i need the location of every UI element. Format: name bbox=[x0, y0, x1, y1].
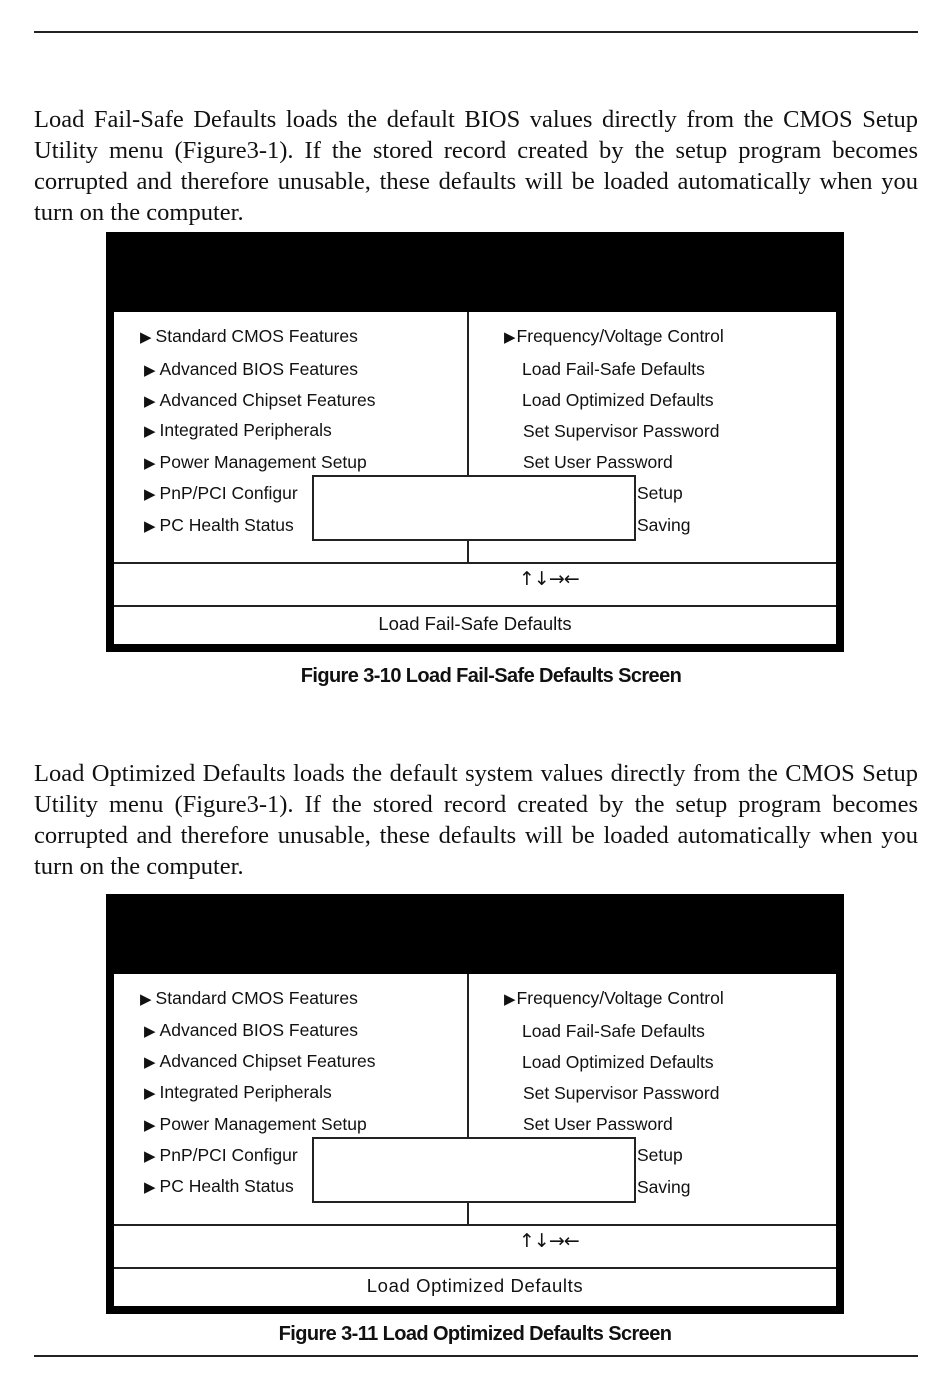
status-line: Load Optimized Defaults bbox=[366, 1275, 584, 1296]
navigation-keys-hint: ↑↓→← bbox=[519, 568, 579, 590]
menu-item-load-fail-safe[interactable]: Load Fail-Safe Defaults bbox=[522, 359, 705, 379]
menu-item-standard-cmos[interactable]: ▶ Standard CMOS Features bbox=[140, 988, 358, 1008]
help-bar-top-line bbox=[114, 1224, 836, 1226]
menu-item-user-password[interactable]: Set User Password bbox=[523, 452, 673, 472]
menu-item-load-optimized[interactable]: Load Optimized Defaults bbox=[522, 390, 714, 410]
menu-item-power-management[interactable]: ▶ Power Management Setup bbox=[144, 452, 367, 472]
menu-item-pnp-pci[interactable]: ▶ PnP/PCI Configur bbox=[144, 483, 298, 503]
submenu-arrow-icon: ▶ bbox=[144, 1117, 156, 1134]
menu-item-standard-cmos[interactable]: ▶ Standard CMOS Features bbox=[140, 326, 358, 346]
menu-item-power-management[interactable]: ▶ Power Management Setup bbox=[144, 1114, 367, 1134]
submenu-arrow-icon: ▶ bbox=[140, 991, 152, 1008]
confirm-dialog[interactable] bbox=[312, 1137, 636, 1203]
submenu-arrow-icon: ▶ bbox=[144, 1085, 156, 1102]
submenu-arrow-icon: ▶ bbox=[144, 455, 156, 472]
menu-item-integrated-peripherals[interactable]: ▶ Integrated Peripherals bbox=[144, 1082, 332, 1102]
paragraph-fail-safe: Load Fail-Safe Defaults loads the default BIOS values directly from the CMOS Setup Utility menu (Figure3-1). If the stored record created by the setup program becomes corrupted and therefore unusable, these defaults will be loaded automatically when you turn on the computer. bbox=[34, 106, 918, 226]
help-bar-top-line bbox=[114, 562, 836, 564]
menu-item-save-exit-setup[interactable]: Setup bbox=[637, 483, 683, 503]
menu-item-exit-without-saving[interactable]: Saving bbox=[637, 515, 691, 535]
menu-item-save-exit-setup[interactable]: Setup bbox=[637, 1145, 683, 1165]
submenu-arrow-icon: ▶ bbox=[504, 991, 516, 1008]
menu-item-frequency-voltage[interactable]: ▶Frequency/Voltage Control bbox=[504, 326, 724, 346]
bios-menu-panel bbox=[114, 974, 836, 1306]
figure-caption-3-10: Figure 3-10 Load Fail-Safe Defaults Screen bbox=[300, 665, 682, 687]
submenu-arrow-icon: ▶ bbox=[504, 329, 516, 346]
submenu-arrow-icon: ▶ bbox=[144, 518, 156, 535]
menu-item-advanced-chipset[interactable]: ▶ Advanced Chipset Features bbox=[144, 390, 376, 410]
menu-item-advanced-bios[interactable]: ▶ Advanced BIOS Features bbox=[144, 1020, 358, 1040]
status-bar-top-line bbox=[114, 605, 836, 607]
submenu-arrow-icon: ▶ bbox=[144, 362, 156, 379]
bios-screen-optimized bbox=[106, 894, 844, 1314]
menu-item-user-password[interactable]: Set User Password bbox=[523, 1114, 673, 1134]
menu-item-advanced-chipset[interactable]: ▶ Advanced Chipset Features bbox=[144, 1051, 376, 1071]
status-bar-top-line bbox=[114, 1267, 836, 1269]
submenu-arrow-icon: ▶ bbox=[144, 486, 156, 503]
confirm-dialog[interactable] bbox=[312, 475, 636, 541]
menu-item-pc-health[interactable]: ▶ PC Health Status bbox=[144, 1176, 294, 1196]
menu-item-pc-health[interactable]: ▶ PC Health Status bbox=[144, 515, 294, 535]
submenu-arrow-icon: ▶ bbox=[144, 1148, 156, 1165]
submenu-arrow-icon: ▶ bbox=[144, 1023, 156, 1040]
submenu-arrow-icon: ▶ bbox=[140, 329, 152, 346]
menu-item-integrated-peripherals[interactable]: ▶ Integrated Peripherals bbox=[144, 420, 332, 440]
menu-item-advanced-bios[interactable]: ▶ Advanced BIOS Features bbox=[144, 359, 358, 379]
submenu-arrow-icon: ▶ bbox=[144, 393, 156, 410]
status-line: Load Fail-Safe Defaults bbox=[378, 613, 572, 634]
menu-item-load-fail-safe[interactable]: Load Fail-Safe Defaults bbox=[522, 1021, 705, 1041]
menu-item-pnp-pci[interactable]: ▶ PnP/PCI Configur bbox=[144, 1145, 298, 1165]
menu-item-exit-without-saving[interactable]: Saving bbox=[637, 1177, 691, 1197]
bios-menu-panel bbox=[114, 312, 836, 644]
navigation-keys-hint: ↑↓→← bbox=[519, 1230, 579, 1252]
paragraph-optimized: Load Optimized Defaults loads the default system values directly from the CMOS Setup Utility menu (Figure3-1). If the stored record created by the setup program becomes corrupted and therefore unusable, these defaults will be loaded automatically when you turn on the computer. bbox=[34, 760, 918, 880]
submenu-arrow-icon: ▶ bbox=[144, 423, 156, 440]
submenu-arrow-icon: ▶ bbox=[144, 1054, 156, 1071]
bottom-rule bbox=[34, 1355, 918, 1357]
bios-screen-fail-safe bbox=[106, 232, 844, 652]
figure-caption-3-11: Figure 3-11 Load Optimized Defaults Screen bbox=[278, 1323, 672, 1345]
menu-item-frequency-voltage[interactable]: ▶Frequency/Voltage Control bbox=[504, 988, 724, 1008]
menu-item-load-optimized[interactable]: Load Optimized Defaults bbox=[522, 1052, 714, 1072]
menu-item-supervisor-password[interactable]: Set Supervisor Password bbox=[523, 1083, 720, 1103]
submenu-arrow-icon: ▶ bbox=[144, 1179, 156, 1196]
top-rule bbox=[34, 31, 918, 33]
menu-item-supervisor-password[interactable]: Set Supervisor Password bbox=[523, 421, 720, 441]
